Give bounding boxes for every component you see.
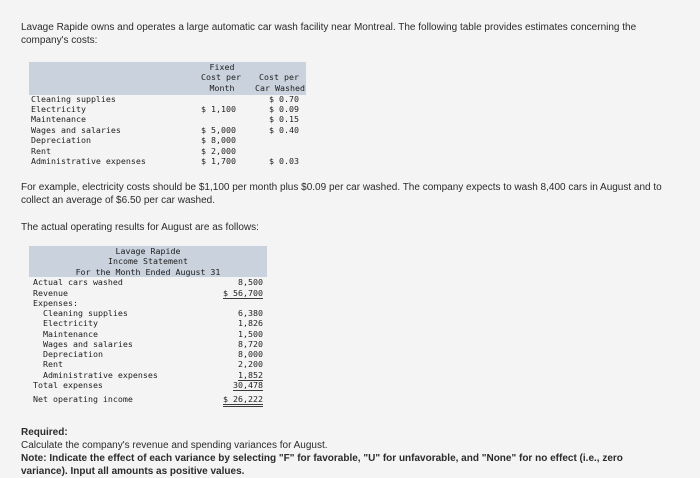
- cost-row-fixed: $ 1,100: [201, 104, 236, 114]
- revenue-value: $ 56,700: [223, 288, 263, 298]
- variable-header-1: Cost per: [259, 72, 299, 82]
- total-expenses-label: Total expenses: [33, 380, 103, 390]
- cost-row-name: Rent: [31, 146, 51, 156]
- cost-estimates-table: [29, 62, 306, 170]
- revenue-label: Revenue: [33, 288, 68, 298]
- expense-value: 6,380: [238, 308, 263, 318]
- cost-row-name: Administrative expenses: [31, 156, 146, 166]
- cost-row-variable: $ 0.15: [269, 114, 299, 124]
- expense-name: Depreciation: [43, 349, 103, 359]
- expense-name: Electricity: [43, 318, 98, 328]
- fixed-header-3: Month: [209, 83, 235, 93]
- income-title-company: Lavage Rapide: [115, 246, 181, 256]
- cars-washed-value: 8,500: [238, 277, 263, 287]
- expense-value: 8,000: [238, 349, 263, 359]
- cost-row-variable: $ 0.70: [269, 94, 299, 104]
- cost-row-name: Cleaning supplies: [31, 94, 116, 104]
- income-title-statement: Income Statement: [108, 256, 188, 266]
- cost-row-name: Depreciation: [31, 135, 91, 145]
- expense-value: 1,852: [238, 370, 263, 380]
- cost-row-variable: $ 0.09: [269, 104, 299, 114]
- cost-row-variable: $ 0.40: [269, 125, 299, 135]
- required-section: [21, 426, 671, 478]
- variable-header-2: Car Washed: [255, 83, 305, 93]
- expense-name: Wages and salaries: [43, 339, 133, 349]
- net-operating-income-label: Net operating income: [33, 394, 133, 404]
- example-paragraph: For example, electricity costs should be $1,100 per month plus $0.09 per car washed. The company expects to wash 8,400 cars in August and to collect an average of $6.50 per car washed.: [21, 182, 662, 206]
- expense-name: Rent: [43, 359, 63, 369]
- required-text: Calculate the company's revenue and spending variances for August.: [21, 440, 328, 451]
- expense-value: 8,720: [238, 339, 263, 349]
- cost-row-variable: $ 0.03: [269, 156, 299, 166]
- total-expenses-value: 30,478: [233, 380, 263, 390]
- cost-row-fixed: $ 2,000: [201, 146, 236, 156]
- income-statement: [29, 246, 267, 409]
- net-operating-income-value: $ 26,222: [223, 394, 263, 407]
- intro-paragraph: Lavage Rapide owns and operates a large automatic car wash facility near Montreal. The following table provides estimates concerning the company's costs:: [21, 22, 637, 46]
- cars-washed-label: Actual cars washed: [33, 277, 123, 287]
- fixed-header-1: Fixed: [209, 62, 235, 72]
- expense-value: 1,500: [238, 329, 263, 339]
- cost-row-fixed: $ 8,000: [201, 135, 236, 145]
- expense-name: Maintenance: [43, 329, 98, 339]
- cost-row-name: Wages and salaries: [31, 125, 121, 135]
- expense-value: 1,826: [238, 318, 263, 328]
- cost-row-name: Maintenance: [31, 114, 86, 124]
- cost-row-fixed: $ 5,000: [201, 125, 236, 135]
- required-note: Note: Indicate the effect of each variance by selecting "F" for favorable, "U" for unfavorable, and "None" for no effect (i.e., zero variance). Input all amounts as positive values.: [21, 453, 623, 477]
- expense-name: Administrative expenses: [43, 370, 158, 380]
- fixed-header-2: Cost per: [201, 72, 241, 82]
- cost-row-fixed: $ 1,700: [201, 156, 236, 166]
- expense-value: 2,200: [238, 359, 263, 369]
- cost-row-name: Electricity: [31, 104, 86, 114]
- required-heading: Required:: [21, 427, 68, 438]
- expenses-label: Expenses:: [33, 298, 78, 308]
- expense-name: Cleaning supplies: [43, 308, 128, 318]
- actual-results-label: The actual operating results for August are as follows:: [21, 222, 259, 233]
- income-title-period: For the Month Ended August 31: [75, 267, 221, 277]
